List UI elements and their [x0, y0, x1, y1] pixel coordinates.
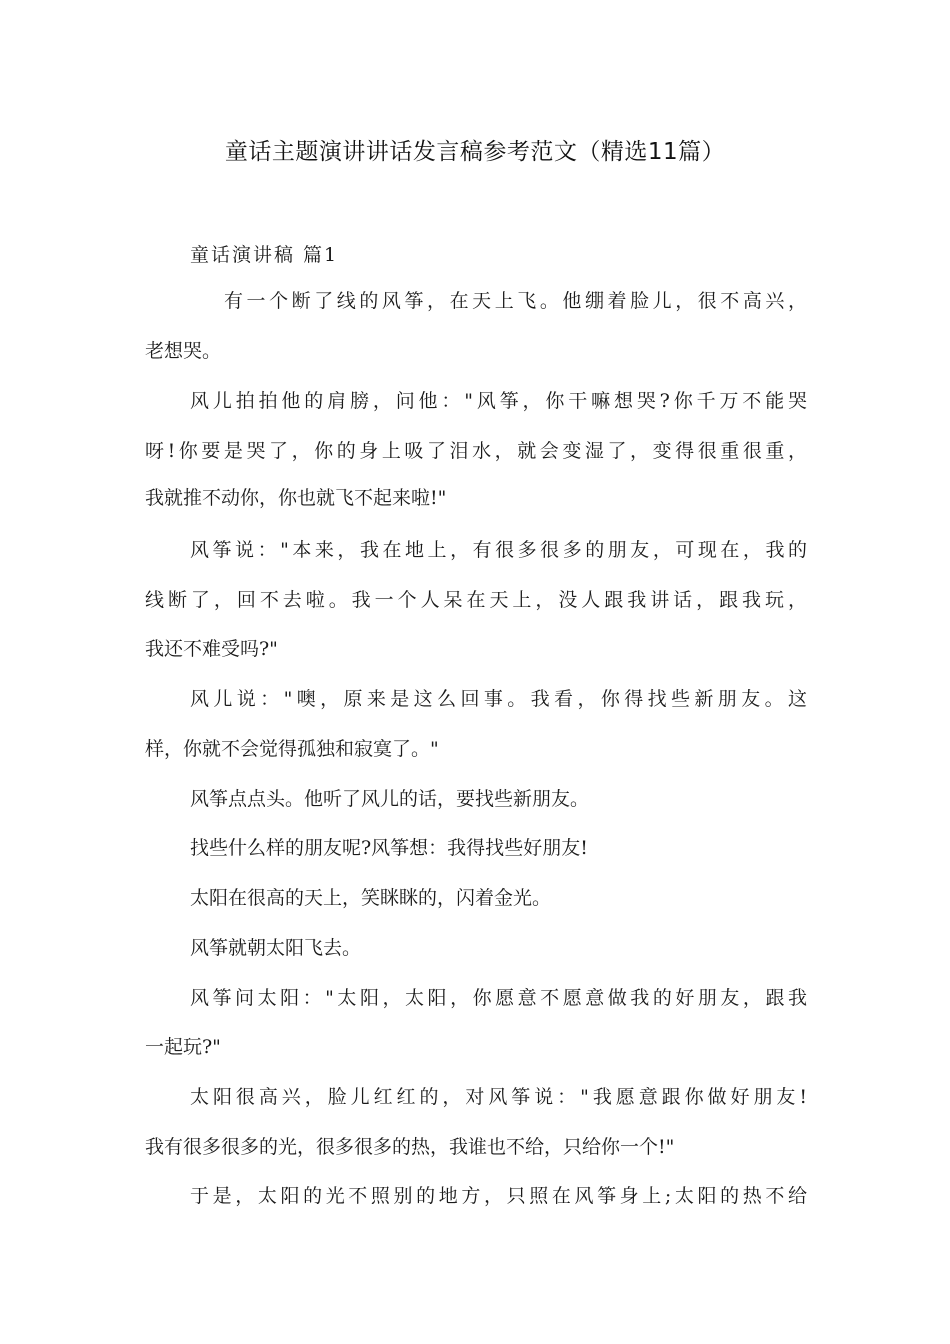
text-line: 太阳很高兴，脸儿红红的，对风筝说："我愿意跟你做好朋友! [190, 1086, 807, 1108]
text-line: 线断了，回不去啦。我一个人呆在天上，没人跟我讲话，跟我玩， [145, 589, 807, 611]
text-line: 风儿说："噢，原来是这么回事。我看，你得找些新朋友。这 [190, 688, 807, 710]
text-line: 我还不难受吗?" [145, 638, 278, 660]
text-line: 风儿拍拍他的肩膀，问他："风筝，你干嘛想哭?你千万不能哭 [190, 390, 807, 412]
text-line: 风筝就朝太阳飞去。 [190, 937, 362, 959]
text-line: 一起玩?" [145, 1036, 221, 1058]
text-line: 于是，太阳的光不照别的地方，只照在风筝身上;太阳的热不给 [190, 1185, 807, 1207]
text-line: 风筝点点头。他听了风儿的话，要找些新朋友。 [190, 788, 590, 810]
text-line: 风筝说："本来，我在地上，有很多很多的朋友，可现在，我的 [190, 539, 807, 561]
text-line: 有一个断了线的风筝，在天上飞。他绷着脸儿，很不高兴， [224, 290, 807, 312]
text-line: 太阳在很高的天上，笑眯眯的，闪着金光。 [190, 887, 552, 909]
section-heading: 童话演讲稿 篇1 [190, 244, 339, 266]
text-line: 样，你就不会觉得孤独和寂寞了。" [145, 738, 439, 760]
text-line: 找些什么样的朋友呢?风筝想：我得找些好朋友! [190, 837, 588, 859]
document-title: 童话主题演讲讲话发言稿参考范文（精选11篇） [224, 139, 726, 165]
text-line: 风筝问太阳："太阳，太阳，你愿意不愿意做我的好朋友，跟我 [190, 987, 807, 1009]
text-line: 老想哭。 [145, 340, 222, 362]
text-line: 我有很多很多的光，很多很多的热，我谁也不给，只给你一个!" [145, 1136, 675, 1158]
text-line: 我就推不动你，你也就飞不起来啦!" [145, 487, 447, 509]
text-line: 呀!你要是哭了，你的身上吸了泪水，就会变湿了，变得很重很重， [145, 440, 807, 462]
